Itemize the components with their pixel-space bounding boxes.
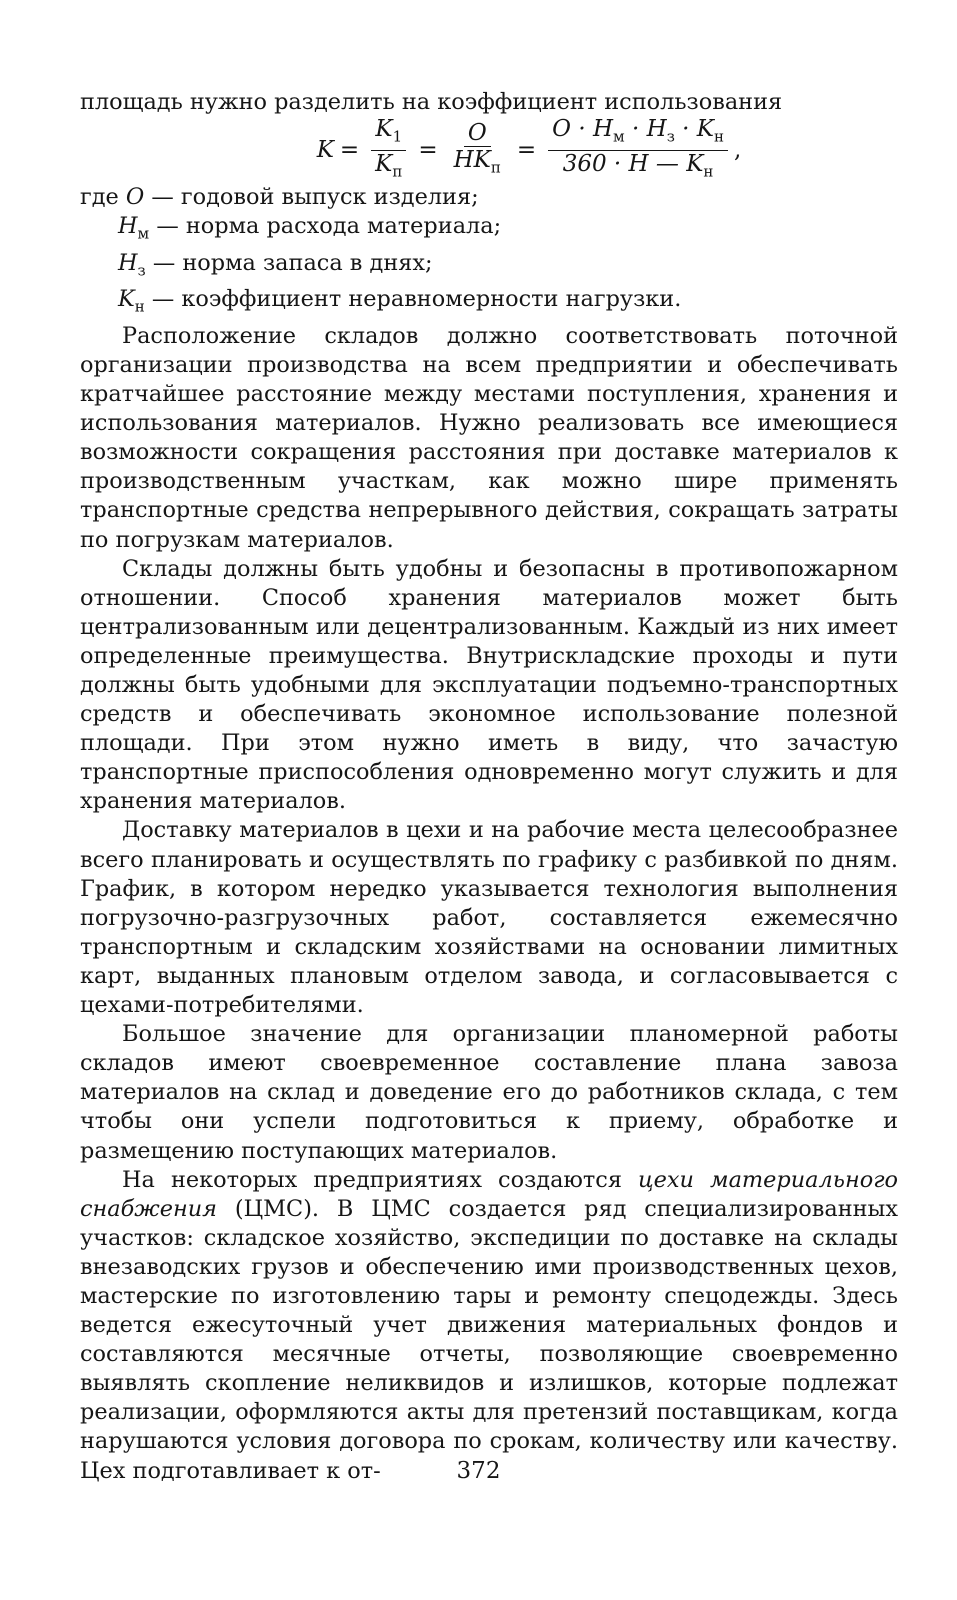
paragraph-lead: На некоторых предприятиях создаются — [122, 1166, 639, 1193]
definition-item — [80, 183, 898, 212]
frac2-denominator: HK — [453, 146, 491, 173]
definition-prefix: где — [80, 184, 126, 211]
frac3-denominator: 360 · H — K — [562, 150, 704, 177]
definition-subscript: м — [137, 224, 150, 243]
frac2-denominator-sub: п — [490, 158, 501, 177]
first-line: площадь нужно разделить на коэффициент использования — [80, 89, 783, 115]
page-number: 372 — [456, 1458, 501, 1484]
equals-sign: = — [418, 136, 438, 163]
variable-definitions — [80, 183, 898, 322]
definition-symbol: H — [118, 249, 138, 276]
definition-text: — норма расхода материала; — [149, 213, 502, 240]
frac3-denominator-sub: н — [703, 162, 714, 181]
definition-text: — норма запаса в днях; — [145, 249, 433, 276]
paragraph-cms — [80, 1166, 898, 1486]
frac2-numerator: O — [467, 119, 487, 146]
equals-sign: = — [516, 136, 537, 163]
fraction-2 — [450, 120, 505, 181]
frac3-numerator-sub1: м — [613, 127, 625, 146]
frac1-numerator-sub: 1 — [392, 127, 403, 146]
fraction-3 — [548, 116, 728, 184]
paragraph: Расположение складов должно соответствовать поточной организации производства на всем предприятии и обеспечивать кратчайшее расстояние между местами поступления, хранения и использования материалов. Нужно реализовать все имеющиеся возможности сокращения расстояния при доставке материалов к производственным участкам, как можно шире применять транспортные средства непрерывного действия, сокращать затраты по погрузкам материалов. — [80, 322, 898, 553]
frac1-denominator-sub: п — [392, 162, 403, 181]
frac1-numerator: K — [375, 116, 393, 142]
frac3-numerator-tail: · K — [674, 116, 714, 142]
definition-item — [80, 249, 898, 286]
frac3-numerator: O · H — [552, 116, 614, 142]
formula-lhs: K — [316, 136, 334, 163]
paragraph: Большое значение для организации планомерной работы складов имеют своевременное составление плана завоза материалов на склад и доведение его до работников склада, с тем чтобы они успели подготовиться к приему, обработке и размещению поступающих материалов. — [80, 1021, 898, 1164]
utilization-formula — [160, 117, 898, 183]
definition-symbol: K — [118, 286, 135, 313]
formula-trailing-comma: , — [734, 136, 742, 163]
definition-text: — годовой выпуск изделия; — [144, 184, 479, 211]
definition-item — [80, 212, 898, 249]
frac3-numerator-sub2: з — [666, 127, 675, 146]
frac3-numerator-mid: · H — [624, 116, 667, 142]
equals-sign: = — [339, 136, 360, 163]
frac3-numerator-sub3: н — [714, 127, 724, 146]
paragraph: Склады должны быть удобны и безопасны в противопожарном отношении. Способ хранения материалов может быть централизованным или децентрализованным. Каждый из них имеет определенные преимущества. Внутрискладские проходы и пути должны быть удобными для эксплуатации подъемно-транспортных средств и обеспечивать экономное использование полезной площади. При этом нужно иметь в виду, что зачастую транспортные приспособления одновременно могут служить и для хранения материалов. — [80, 555, 898, 815]
italic-term: цехи материального снабжения — [80, 1166, 898, 1222]
definition-text: — коэффициент неравномерности нагрузки. — [144, 286, 682, 313]
definition-subscript: з — [137, 261, 146, 280]
definition-subscript: н — [134, 297, 145, 316]
fraction-1 — [371, 116, 406, 184]
definition-item — [80, 285, 898, 322]
frac1-denominator: K — [375, 150, 393, 177]
paragraph: Доставку материалов в цехи и на рабочие места целесообразнее всего планировать и осуществлять по графику с разбивкой по дням. График, в котором нередко указывается технология выполнения погрузочно-разгрузочных работ, составляется ежемесячно транспортным и складским хозяйствами на основании лимитных карт, выданных плановым отделом завода, и согласовывается с цехами-потребителями. — [80, 817, 898, 1019]
page-text — [80, 88, 898, 1486]
paragraph-rest: (ЦМС). В ЦМС создается ряд специализированных участков: складское хозяйство, экспедиции по доставке на склады внезаводских грузов и обеспечению ими производственных цехов, мастерские по изготовлению тары и ремонту спецодежды. Здесь ведется ежесуточный учет движения материальных фондов и составляются месячные отчеты, позволяющие своевременно выявлять скопление неликвидов и излишков, которые подлежат реализации, оформляются акты для претензий поставщикам, когда нарушаются условия договора по срокам, количеству или качеству. Цех подготавливает к от- — [80, 1195, 898, 1484]
definition-symbol: H — [118, 213, 138, 240]
definition-symbol: O — [125, 184, 145, 211]
